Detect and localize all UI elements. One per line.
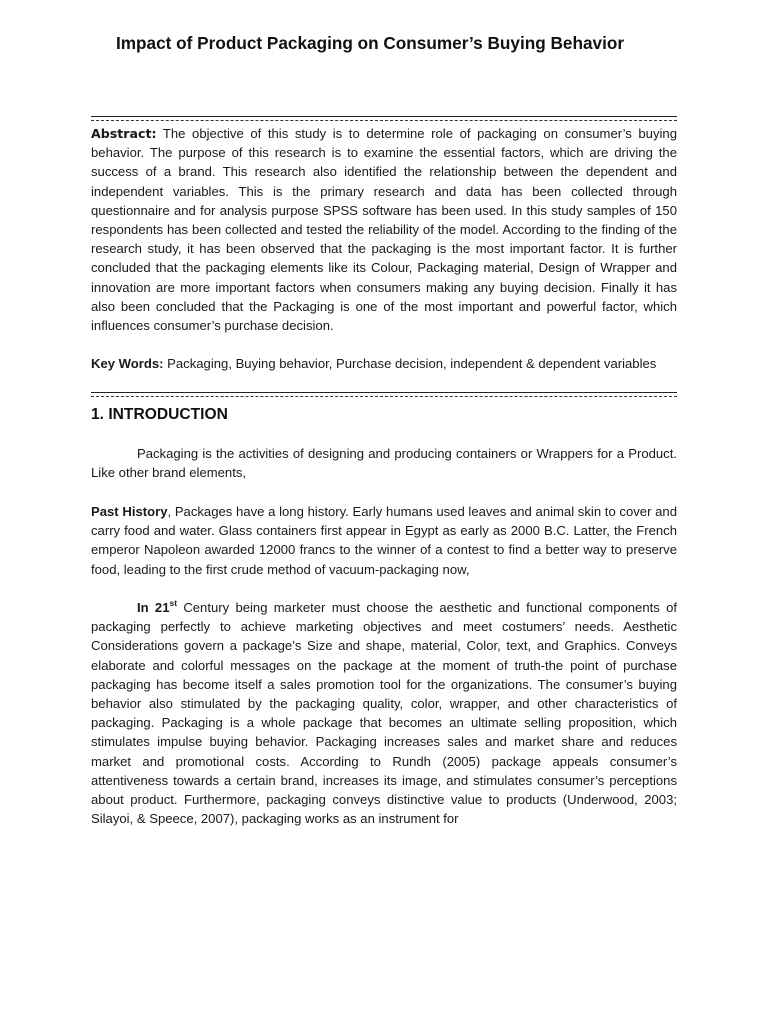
century-paragraph — [91, 598, 677, 828]
abstract-top-rule — [91, 116, 677, 121]
keywords-paragraph — [91, 354, 677, 373]
abstract-paragraph — [91, 124, 677, 335]
century-text: Century being marketer must choose the aesthetic and functional components of packaging perfectly to achieve marketing objectives and meet costumers’ needs. Aesthetic Considerations govern a package’s Size and shape, material, Color, text, and Graphics. Conveys elaborate and colorful messages on the package at the moment of truth-the point of purchase packaging has become itself a sales promotion tool for the organizations. The consumer’s buying behavior also stimulated by the packaging quality, color, wrapper, and other characteristics of packaging. Packaging is a whole package that becomes an ultimate selling proposition, which stimulates impulse buying behavior. Packaging increases sales and market share and reduces market and promotional costs. According to Rundh (2005) package appeals consumer’s attentiveness towards a certain brand, increases its image, and stimulates consumer’s perceptions about product. Furthermore, packaging conveys distinctive value to products (Underwood, 2003; Silayoi, & Speece, 2007), packaging works as an instrument for — [91, 600, 677, 827]
century-superscript: st — [169, 598, 178, 608]
abstract-bottom-rule — [91, 392, 677, 397]
section-heading: 1. INTRODUCTION — [91, 406, 228, 423]
abstract-label: Abstract: — [91, 126, 157, 141]
century-label: In 21 — [137, 600, 170, 615]
paper-title: Impact of Product Packaging on Consumer’s Buying Behavior — [116, 33, 625, 53]
keywords-label: Key Words: — [91, 356, 164, 371]
past-history-text: , Packages have a long history. Early humans used leaves and animal skin to cover and carry food and water. Glass containers first appear in Egypt as early as 2000 B.C. Latter, the French emperor Napoleon awarded 12000 francs to the winner of a contest to find a better way to preserve food, leading to the first crude method of vacuum-packaging now, — [91, 504, 677, 577]
intro-paragraph: Packaging is the activities of designing and producing containers or Wrappers for a Product. Like other brand elements, — [91, 446, 677, 481]
keywords-text: Packaging, Buying behavior, Purchase decision, independent & dependent variables — [167, 356, 657, 371]
past-history-paragraph — [91, 502, 677, 579]
past-history-label: Past History — [91, 504, 168, 519]
abstract-text: The objective of this study is to determine role of packaging on consumer’s buying behavior. The purpose of this research is to examine the essential factors, which are driving the success of a brand. This research also identified the relationship between the dependent and independent variables. This is the primary research and data has been collected through questionnaire and for analysis purpose SPSS software has been used. In this study samples of 150 respondents has been collected and tested the reliability of the model. According to the finding of the research study, it has been observed that the packaging is the most important factor. It is further concluded that the packaging elements like its Colour, Packaging material, Design of Wrapper and innovation are more important factors when consumers making any buying decision. Finally it has also been concluded that the Packaging is one of the most important and powerful factor, which influences consumer’s purchase decision. — [91, 126, 677, 334]
